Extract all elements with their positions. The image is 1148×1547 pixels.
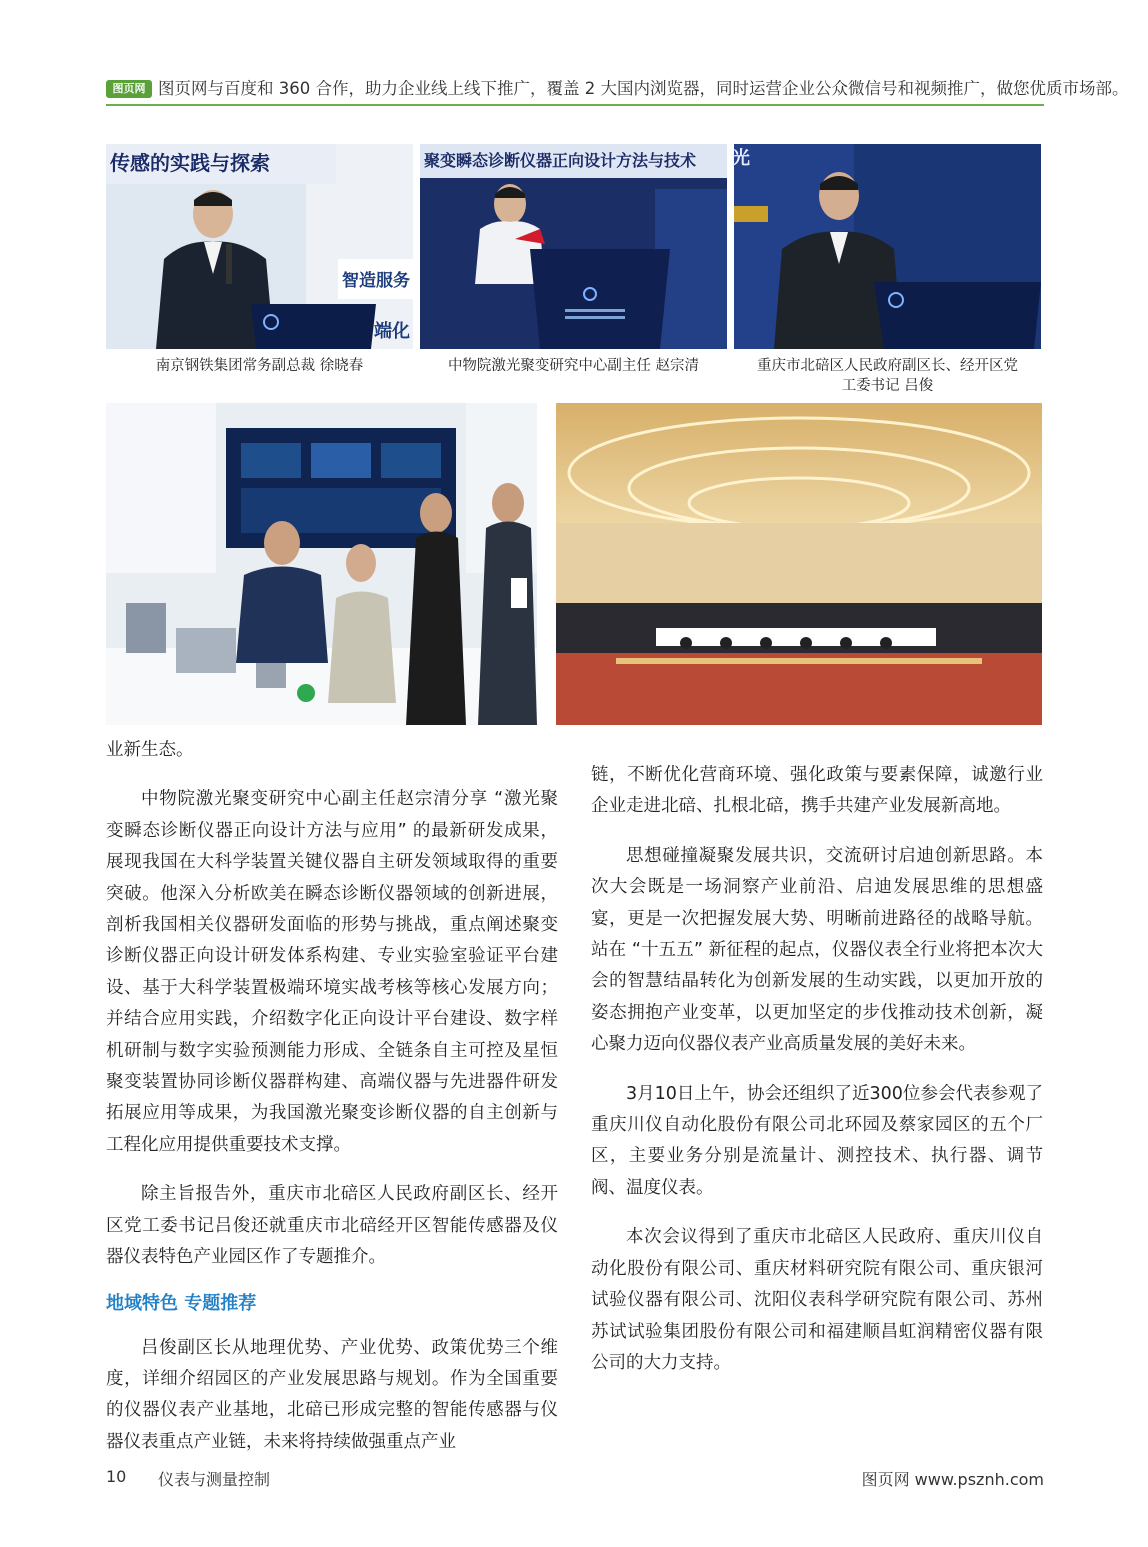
header-tagline: 图页网与百度和 360 合作，助力企业线上线下推广，覆盖 2 大国内浏览器，同时运营企业公众微信号和视频推广，做您优质市场部。: [158, 79, 1129, 98]
photo-conference-hall: [556, 403, 1042, 725]
left-column: [106, 735, 558, 1458]
right-paragraph-4: 本次会议得到了重庆市北碚区人民政府、重庆川仪自动化股份有限公司、重庆材料研究院有限公司、重庆银河试验仪器有限公司、沈阳仪表科学研究院有限公司、苏州苏试试验集团股份有限公司和福建顺昌虹润精密仪器有限公司的大力支持。: [591, 1227, 1043, 1373]
caption-photo-2: 中物院激光聚变研究中心副主任 赵宗清: [447, 358, 700, 374]
right-paragraph-3: 3月10日上午，协会还组织了近300位参会代表参观了重庆川仪自动化股份有限公司北环园及蔡家园区的五个厂区，主要业务分别是流量计、测控技术、执行器、调节阀、温度仪表。: [591, 1083, 1043, 1198]
photo-speaker-zhao: [420, 144, 727, 349]
journal-name: 仪表与测量控制: [158, 1470, 271, 1489]
photo-exhibition-visit: [106, 403, 537, 725]
left-paragraph-0: 业新生态。: [106, 740, 194, 760]
photo3-banner-text: 光: [732, 148, 750, 169]
photo1-banner-text: 传感的实践与探索: [110, 151, 270, 175]
right-column: [591, 760, 1043, 1379]
right-paragraph-2: 思想碰撞凝聚发展共识，交流研讨启迪创新思路。本次大会既是一场洞察产业前沿、启迪发展思维的思想盛宴，更是一次把握发展大势、明晰前进路径的战略导航。站在 “十五五” 新征程的起点，仪器仪表全行业将把本次大会的智慧结晶转化为创新发展的生动实践，以更加开放的姿态拥抱产业变革，以更加坚定的步伐推动技术创新，凝心聚力迈向仪器仪表产业高质量发展的美好未来。: [591, 845, 1043, 1055]
page-number: 10: [106, 1467, 127, 1486]
section-title: 地域特色 专题推荐: [106, 1292, 257, 1314]
left-paragraph-2: 除主旨报告外，重庆市北碚区人民政府副区长、经开区党工委书记吕俊还就重庆市北碚经开区智能传感器及仪器仪表特色产业园区作了专题推介。: [106, 1184, 558, 1268]
caption-photo-3-line-1: 重庆市北碚区人民政府副区长、经开区党: [757, 358, 1018, 374]
left-paragraph-3: 吕俊副区长从地理优势、产业优势、政策优势三个维度，详细介绍园区的产业发展思路与规划。作为全国重要的仪器仪表产业基地，北碚已形成完整的智能传感器与仪器仪表重点产业链，未来将持续做强重点产业: [106, 1337, 558, 1452]
photo1-sign-text: 智造服务: [342, 271, 410, 291]
photo-speaker-xu: [106, 144, 413, 349]
caption-photo-3-line-2: 工委书记 吕俊: [841, 378, 934, 394]
footer-site: 图页网 www.psznh.com: [861, 1470, 1044, 1489]
photo1-sign-text-2: 端化: [374, 321, 410, 342]
left-paragraph-1: 中物院激光聚变研究中心副主任赵宗清分享 “激光聚变瞬态诊断仪器正向设计方法与应用” 的最新研发成果，展现我国在大科学装置关键仪器自主研发领域取得的重要突破。他深入分析欧美在瞬态诊断仪器领域的创新进展，剖析我国相关仪器研发面临的形势与挑战，重点阐述聚变诊断仪器正向设计研发体系构建、专业实验室验证平台建设、基于大科学装置极端环境实战考核等核心发展方向；并结合应用实践，介绍数字化正向设计平台建设、数字样机研制与数字实验预测能力形成、全链条自主可控及星恒聚变装置协同诊断仪器群构建、高端仪器与先进器件研发拓展应用等成果，为我国激光聚变诊断仪器的自主创新与工程化应用提供重要技术支撑。: [106, 789, 558, 1155]
caption-photo-1: 南京钢铁集团常务副总裁 徐晓春: [155, 358, 364, 374]
right-paragraph-1: 链，不断优化营商环境、强化政策与要素保障，诚邀行业企业走进北碚、扎根北碚，携手共建产业发展新高地。: [591, 765, 1043, 817]
photo-speaker-lv: [734, 144, 1041, 349]
photo2-banner-text: 聚变瞬态诊断仪器正向设计方法与技术: [424, 151, 697, 170]
header-divider: [106, 104, 1044, 106]
site-logo: 图页网: [106, 80, 152, 98]
